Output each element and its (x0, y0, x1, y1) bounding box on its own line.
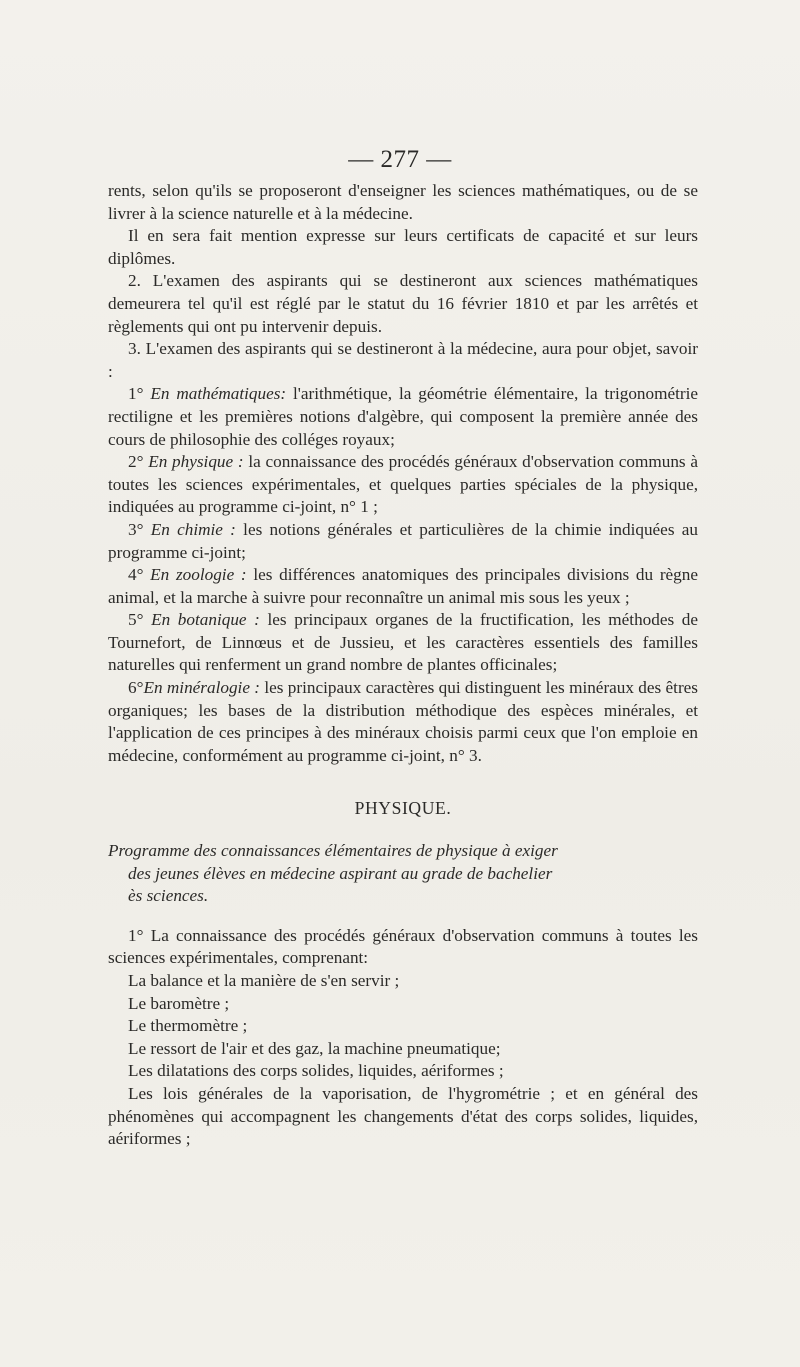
list-item-botanique (108, 609, 698, 677)
item-number: 6° (128, 678, 144, 698)
item-lead: En botanique : (151, 610, 260, 630)
physique-list-item: La balance et la manière de s'en servir ; (128, 971, 400, 990)
programme-title (108, 840, 698, 908)
physique-list-item: Le thermomètre ; (128, 1016, 248, 1036)
paragraph: rents, selon qu'ils se proposeront d'enseigner les sciences mathématiques, ou de se livrer à la science naturelle et à la médecine. (108, 181, 698, 223)
item-text: les notions générales et particulières de la chimie indiquées au programme ci-joint; (108, 519, 698, 562)
list-item-zoologie (108, 564, 698, 609)
item-text: les principaux caractères qui distinguent les minéraux des êtres organiques; les bases de la distribution méthodique des espèces minérales, et l'application de ces principes à des minéraux choisis parmi ceux que l'on emploie en médecine, conformément au programme ci-joint, n° 3. (108, 678, 698, 765)
item-lead: En chimie : (150, 519, 236, 539)
paragraph: 3. L'examen des aspirants qui se destineront à la médecine, aura pour objet, savoir : (108, 339, 698, 381)
item-number: 1° (128, 384, 144, 404)
item-text: l'arithmétique, la géométrie élémentaire, la trigonométrie rectiligne et les premières notions d'algèbre, qui composent la première année des cours de philosophie des colléges royaux; (108, 384, 699, 449)
item-number: 5° (128, 610, 144, 630)
item-lead: En zoologie : (150, 565, 247, 585)
list-item-physique (108, 451, 698, 519)
list-item-mathematiques (108, 383, 698, 451)
page-number: — 277 — (348, 146, 452, 173)
programme-title-line: Programme des connaissances élémentaires de physique à exiger (108, 841, 558, 861)
item-number: 4° (128, 565, 144, 585)
list-item-chimie (108, 519, 698, 564)
item-text: les principaux organes de la fructification, les méthodes de Tournefort, de Linnœus et de Jussieu, et les caractères essentiels des familles naturelles qui renferment un grand nombre de plantes officinales; (108, 610, 699, 675)
physique-list-item: Les dilatations des corps solides, liquides, aériformes ; (128, 1061, 504, 1081)
list-item-mineralogie (108, 677, 698, 767)
physique-intro: 1° La connaissance des procédés généraux d'observation communs à toutes les sciences expérimentales, comprenant: (108, 925, 698, 968)
item-text: la connaissance des procédés généraux d'observation communs à toutes les sciences expérimentales, et quelques parties spéciales de la physique, indiquées au programme ci-joint, n° 1 ; (108, 452, 698, 517)
section-heading: PHYSIQUE. (354, 798, 452, 819)
paragraph: Il en sera fait mention expresse sur leurs certificats de capacité et sur leurs diplômes. (108, 226, 698, 268)
item-lead: En mathématiques: (150, 384, 287, 404)
item-lead: En minéralogie : (143, 678, 261, 698)
physique-list-item: Les lois générales de la vaporisation, de l'hygrométrie ; et en général des phénomènes qui accompagnent les changements d'état des corps solides, liquides, aériformes ; (108, 1083, 698, 1149)
item-lead: En physique : (148, 452, 244, 472)
item-text: les différences anatomiques des principales divisions du règne animal, et la marche à suivre pour reconnaître un animal mis sous les yeux ; (108, 565, 698, 607)
body-text (108, 180, 698, 1151)
item-number: 2° (128, 452, 144, 472)
paragraph: 2. L'examen des aspirants qui se destineront aux sciences mathématiques demeurera tel qu'il est réglé par le statut du 16 février 1810 et par les arrêtés et règlements qui ont pu intervenir depuis. (108, 271, 698, 336)
physique-list-item: Le ressort de l'air et des gaz, la machine pneumatique; (128, 1038, 501, 1058)
physique-list-item: Le baromètre ; (128, 993, 230, 1013)
programme-title-line: des jeunes élèves en médecine aspirant au grade de bachelier (128, 863, 553, 883)
item-number: 3° (128, 519, 144, 539)
programme-title-line: ès sciences. (128, 886, 209, 906)
